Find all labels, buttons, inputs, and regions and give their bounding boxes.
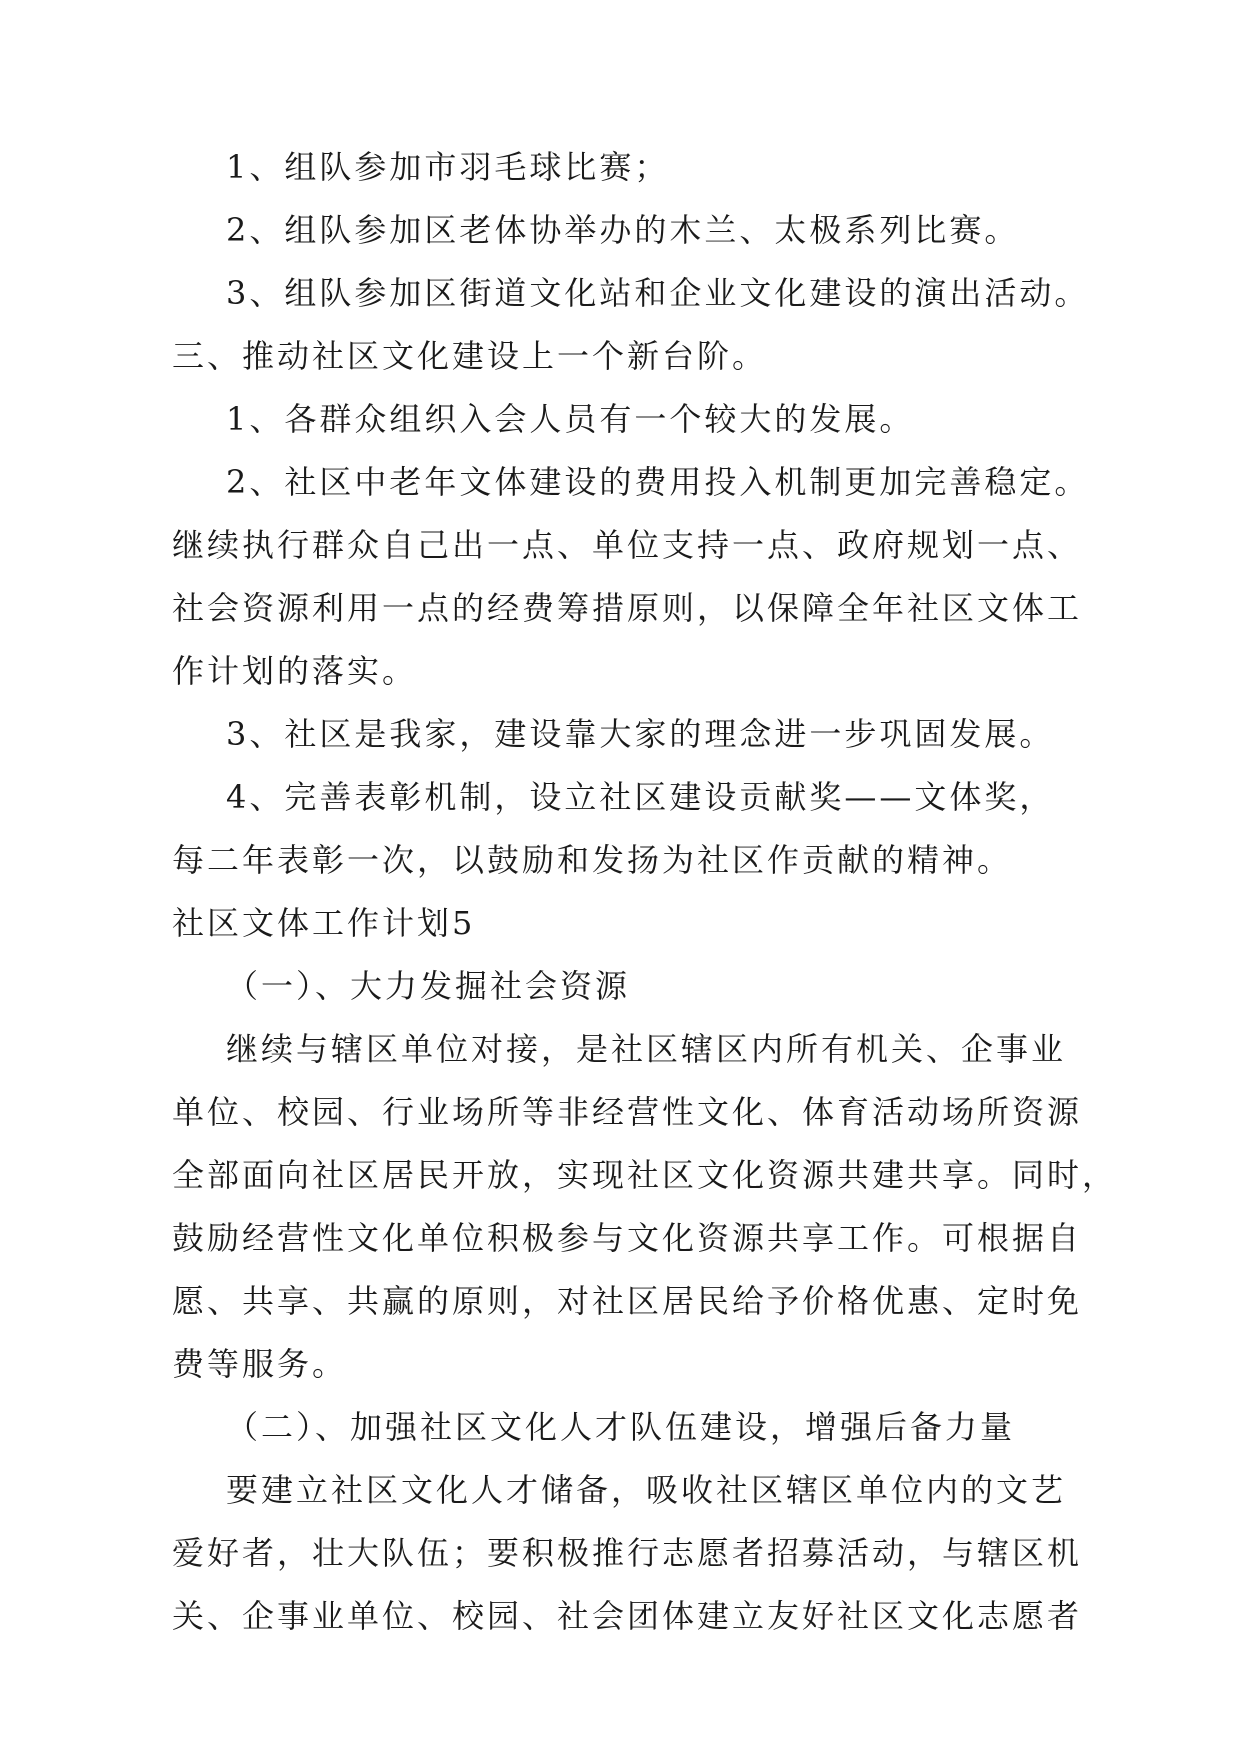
- paragraph-line: 社会资源利用一点的经费筹措原则，以保障全年社区文体工: [172, 589, 1083, 627]
- paragraph-line: 关、企事业单位、校园、社会团体建立友好社区文化志愿者: [172, 1597, 1083, 1635]
- paragraph-line: 1、组队参加市羽毛球比赛；: [226, 148, 670, 186]
- paragraph-line: 4、完善表彰机制，设立社区建设贡献奖——文体奖，: [226, 778, 1055, 816]
- paragraph-line: 每二年表彰一次，以鼓励和发扬为社区作贡献的精神。: [172, 841, 1013, 879]
- paragraph-line: 爱好者，壮大队伍；要积极推行志愿者招募活动，与辖区机: [172, 1534, 1083, 1572]
- paragraph-line: 1、各群众组织入会人员有一个较大的发展。: [226, 400, 915, 438]
- paragraph-line: 2、组队参加区老体协举办的木兰、太极系列比赛。: [226, 211, 1020, 249]
- paragraph-line: 费等服务。: [172, 1345, 348, 1383]
- section-heading: 三、推动社区文化建设上一个新台阶。: [172, 337, 768, 375]
- paragraph-line: 全部面向社区居民开放，实现社区文化资源共建共享。同时，: [172, 1156, 1118, 1194]
- subsection-heading: （二）、加强社区文化人才队伍建设，增强后备力量: [226, 1408, 1016, 1446]
- paragraph-line: 继续与辖区单位对接，是社区辖区内所有机关、企事业: [226, 1030, 1067, 1068]
- paragraph-line: 鼓励经营性文化单位积极参与文化资源共享工作。可根据自: [172, 1219, 1083, 1257]
- paragraph-line: 2、社区中老年文体建设的费用投入机制更加完善稳定。: [226, 463, 1090, 501]
- paragraph-line: 作计划的落实。: [172, 652, 418, 690]
- paragraph-line: 要建立社区文化人才储备，吸收社区辖区单位内的文艺: [226, 1471, 1067, 1509]
- paragraph-line: 继续执行群众自己出一点、单位支持一点、政府规划一点、: [172, 526, 1083, 564]
- document-title: 社区文体工作计划5: [172, 904, 476, 942]
- paragraph-line: 愿、共享、共赢的原则，对社区居民给予价格优惠、定时免: [172, 1282, 1083, 1320]
- paragraph-line: 3、组队参加区街道文化站和企业文化建设的演出活动。: [226, 274, 1090, 312]
- subsection-heading: （一）、大力发掘社会资源: [226, 967, 631, 1005]
- paragraph-line: 单位、校园、行业场所等非经营性文化、体育活动场所资源: [172, 1093, 1083, 1131]
- paragraph-line: 3、社区是我家，建设靠大家的理念进一步巩固发展。: [226, 715, 1055, 753]
